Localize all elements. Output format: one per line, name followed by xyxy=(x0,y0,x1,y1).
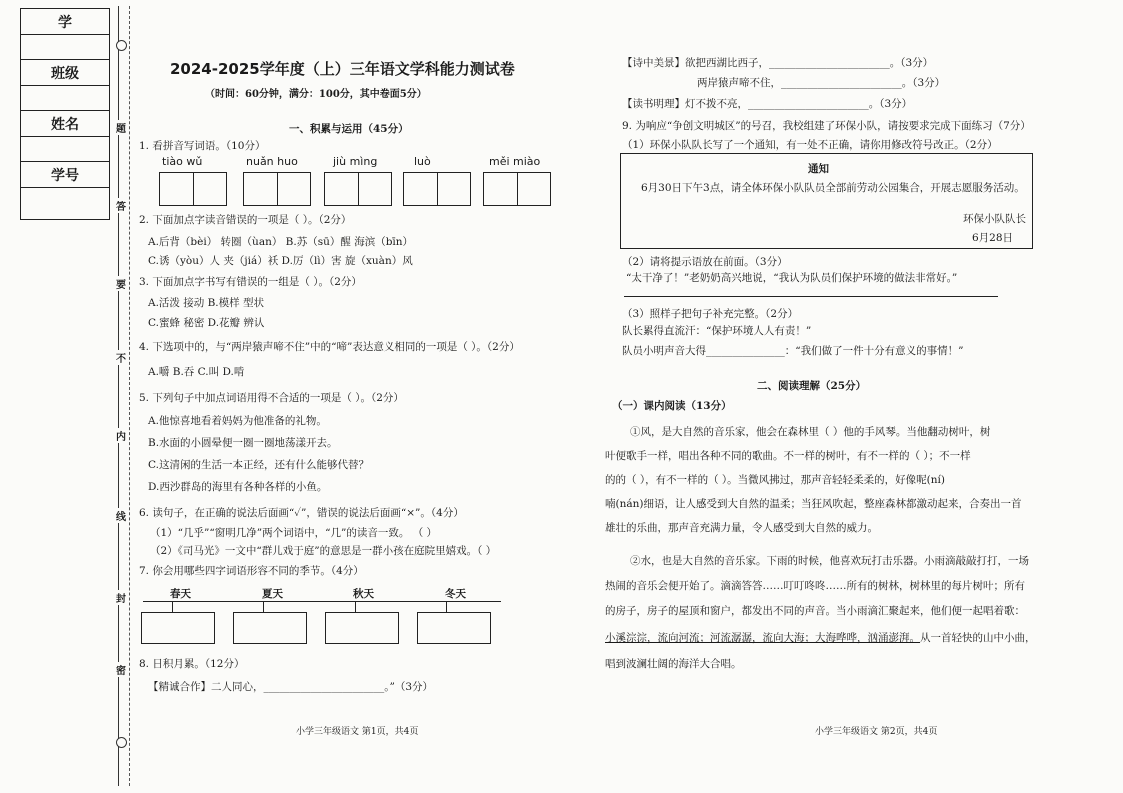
option-line: A.后背（bèi） 转圈（ùan） B.苏（sū）醒 海滨（bīn） xyxy=(148,236,414,248)
answer-box[interactable] xyxy=(483,172,551,206)
season-label: 春天 xyxy=(170,588,191,600)
exam-title: 2024-2025学年度（上）三年语文学科能力测试卷 xyxy=(170,60,515,78)
question-9-1: （1）环保小队队长写了一个通知，有一处不正确，请你用修改符号改正。（2分） xyxy=(622,139,998,151)
notice-body: 6月30日下午3点，请全体环保小队队员全部前劳动公园集合，开展志愿服务活动。 xyxy=(641,182,1025,194)
question-7: 7. 你会用哪些四字词语形容不同的季节。（4分） xyxy=(139,565,364,577)
pinyin: tiào wǔ xyxy=(162,155,203,168)
info-label-id: 学号 xyxy=(21,162,109,188)
question-9: 9. 为响应“争创文明城区”的号召，我校组建了环保小队，请按要求完成下面练习（7分） xyxy=(622,120,1031,132)
answer-line[interactable] xyxy=(624,296,998,297)
info-blank[interactable] xyxy=(21,35,109,60)
pinyin: luò xyxy=(414,155,431,168)
poem-fill: 两岸猿声啼不住，_______________________。（3分） xyxy=(697,77,946,89)
answer-box[interactable] xyxy=(417,612,491,644)
student-info-box xyxy=(20,8,110,220)
question-5: 5. 下列句子中加点词语用得不合适的一项是（ ）。（2分） xyxy=(139,392,404,404)
season-label: 冬天 xyxy=(445,588,466,600)
section-heading: 一、积累与运用（45分） xyxy=(289,123,409,135)
reading-continuation: 从一首轻快的山中小曲， xyxy=(920,632,1036,644)
pinyin: nuǎn huo xyxy=(246,155,298,168)
fill-line: 【精诚合作】二人同心，_______________________。”（3分） xyxy=(148,681,434,693)
binding-char: 答 xyxy=(115,198,127,213)
info-blank[interactable] xyxy=(21,137,109,162)
notice-title: 通知 xyxy=(808,163,829,175)
answer-box[interactable] xyxy=(243,172,311,206)
option-line: A.他惊喜地看着妈妈为他准备的礼物。 xyxy=(148,415,327,427)
question-3: 3. 下面加点字书写有错误的一组是（ ）。（2分） xyxy=(139,276,362,288)
question-9-3: （3）照样子把句子补充完整。（2分） xyxy=(622,308,799,320)
season-label: 秋天 xyxy=(353,588,374,600)
question-2: 2. 下面加点字读音错误的一项是（ ）。（2分） xyxy=(139,214,352,226)
answer-box[interactable] xyxy=(233,612,307,644)
binding-char: 要 xyxy=(115,276,127,291)
binding-hole xyxy=(116,737,127,748)
info-label-class: 班级 xyxy=(21,60,109,86)
reading-line: 叶便歌手一样，唱出各种不同的歌曲。不一样的树叶，有不一样的（ ）；不一样 xyxy=(605,450,971,462)
info-label-name: 姓名 xyxy=(21,111,109,137)
exam-subtitle: （时间：60分钟，满分：100分，其中卷面5分） xyxy=(205,89,427,100)
info-blank[interactable] xyxy=(21,86,109,111)
binding-char: 题 xyxy=(115,120,127,135)
reading-line: 唱到波澜壮阔的海洋大合唱。 xyxy=(605,658,742,670)
reading-line: 喃(nán)细语，让人感受到大自然的温柔；当狂风吹起，整座森林都激动起来，合奏出一首 xyxy=(605,498,1022,510)
answer-box[interactable] xyxy=(159,172,227,206)
answer-box[interactable] xyxy=(141,612,215,644)
reading-line: ①风，是大自然的音乐家，他会在森林里（ ）他的手风琴。当他翻动树叶，树 xyxy=(630,426,991,438)
poem-fill: 【诗中美景】欲把西湖比西子，_______________________。（3分） xyxy=(622,57,934,69)
example-sentence: 队长累得直流汗：“保护环境人人有责！” xyxy=(622,325,812,337)
option-line: A.嚼 B.吞 C.叫 D.啃 xyxy=(148,366,245,378)
question-1: 1. 看拼音写词语。（10分） xyxy=(139,140,266,152)
section-heading: 二、阅读理解（25分） xyxy=(757,380,867,392)
answer-box[interactable] xyxy=(324,172,392,206)
poem-fill: 【读书明理】灯不拨不亮，_______________________。（3分） xyxy=(622,98,913,110)
option-line: B.水面的小圆晕便一圈一圈地荡漾开去。 xyxy=(148,437,338,449)
fill-sentence: 队员小明声音大得_______________：“我们做了一件十分有意义的事情！” xyxy=(622,345,964,357)
notice-date: 6月28日 xyxy=(972,232,1014,244)
binding-char: 封 xyxy=(115,590,127,605)
pinyin: měi miào xyxy=(489,155,541,168)
answer-box[interactable] xyxy=(325,612,399,644)
judge-line: （1）“几乎”“窗明几净”两个词语中，“几”的读音一致。 （ ） xyxy=(150,527,438,539)
reading-subheading: （一）课内阅读（13分） xyxy=(612,400,732,412)
binding-char: 不 xyxy=(115,350,127,365)
binding-char: 内 xyxy=(115,428,127,443)
quote-sentence: “太干净了！”老奶奶高兴地说，“我认为队员们保护环境的做法非常好。” xyxy=(626,272,958,284)
binding-char: 线 xyxy=(115,508,127,523)
option-line: C.蜜蜂 秘密 D.花瓣 辨认 xyxy=(148,317,265,329)
reading-line: 雄壮的乐曲，那声音充满力量，令人感受到大自然的威力。 xyxy=(605,522,878,534)
page-footer: 小学三年级语文 第2页，共4页 xyxy=(815,727,938,737)
notice-sign: 环保小队队长 xyxy=(963,213,1026,225)
info-blank[interactable] xyxy=(21,188,109,212)
question-6: 6. 读句子，在正确的说法后面画“✓”，错误的说法后面画“×”。（4分） xyxy=(139,507,464,519)
option-line: C.这清闲的生活一本正经，还有什么能够代替？ xyxy=(148,459,369,471)
binding-dashed-line xyxy=(129,6,130,786)
question-9-2: （2）请将提示语放在前面。（3分） xyxy=(622,256,788,268)
reading-line: 的房子，房子的屋顶和窗户，都发出不同的声音。当小雨滴汇聚起来，他们便一起唱着歌： xyxy=(605,605,1025,617)
season-label: 夏天 xyxy=(262,588,283,600)
option-line: A.活泼 接动 B.模样 型状 xyxy=(148,297,264,309)
info-label-school: 学 xyxy=(21,9,109,35)
option-line: D.西沙群岛的海里有各种各样的小鱼。 xyxy=(148,481,328,493)
option-line: C.诱（yòu）人 夹（jiá）袄 D.厉（lì）害 旋（xuàn）风 xyxy=(148,255,413,267)
pinyin: jiù mìng xyxy=(333,155,378,168)
question-8: 8. 日积月累。（12分） xyxy=(139,658,245,670)
underlined-sentence: 小溪淙淙，流向河流；河流潺潺，流向大海；大海哗哗，汹涌澎湃。 xyxy=(605,632,920,644)
judge-line: （2）《司马光》一文中“群儿戏于庭”的意思是一群小孩在庭院里嬉戏。（ ） xyxy=(150,545,497,557)
binding-hole xyxy=(116,40,127,51)
answer-box[interactable] xyxy=(403,172,471,206)
reading-line: 热闹的音乐会便开始了。滴滴答答……叮叮咚咚……所有的树林，树林里的每片树叶；所有 xyxy=(605,580,1025,592)
question-4: 4. 下选项中的，与“两岸猿声啼不住”中的“啼”表达意义相同的一项是（ ）。（2分） xyxy=(139,341,520,353)
binding-char: 密 xyxy=(115,662,127,677)
reading-line-underlined xyxy=(605,630,1036,645)
page-footer: 小学三年级语文 第1页，共4页 xyxy=(296,727,419,737)
reading-line: ②水，也是大自然的音乐家。下雨的时候，他喜欢玩打击乐器。小雨滴敲敲打打，一场 xyxy=(630,555,1029,567)
reading-line: 的的（ ），有不一样的（ ）。当微风拂过，那声音轻轻柔柔的，好像呢(ní) xyxy=(605,474,945,486)
season-axis xyxy=(143,601,501,602)
